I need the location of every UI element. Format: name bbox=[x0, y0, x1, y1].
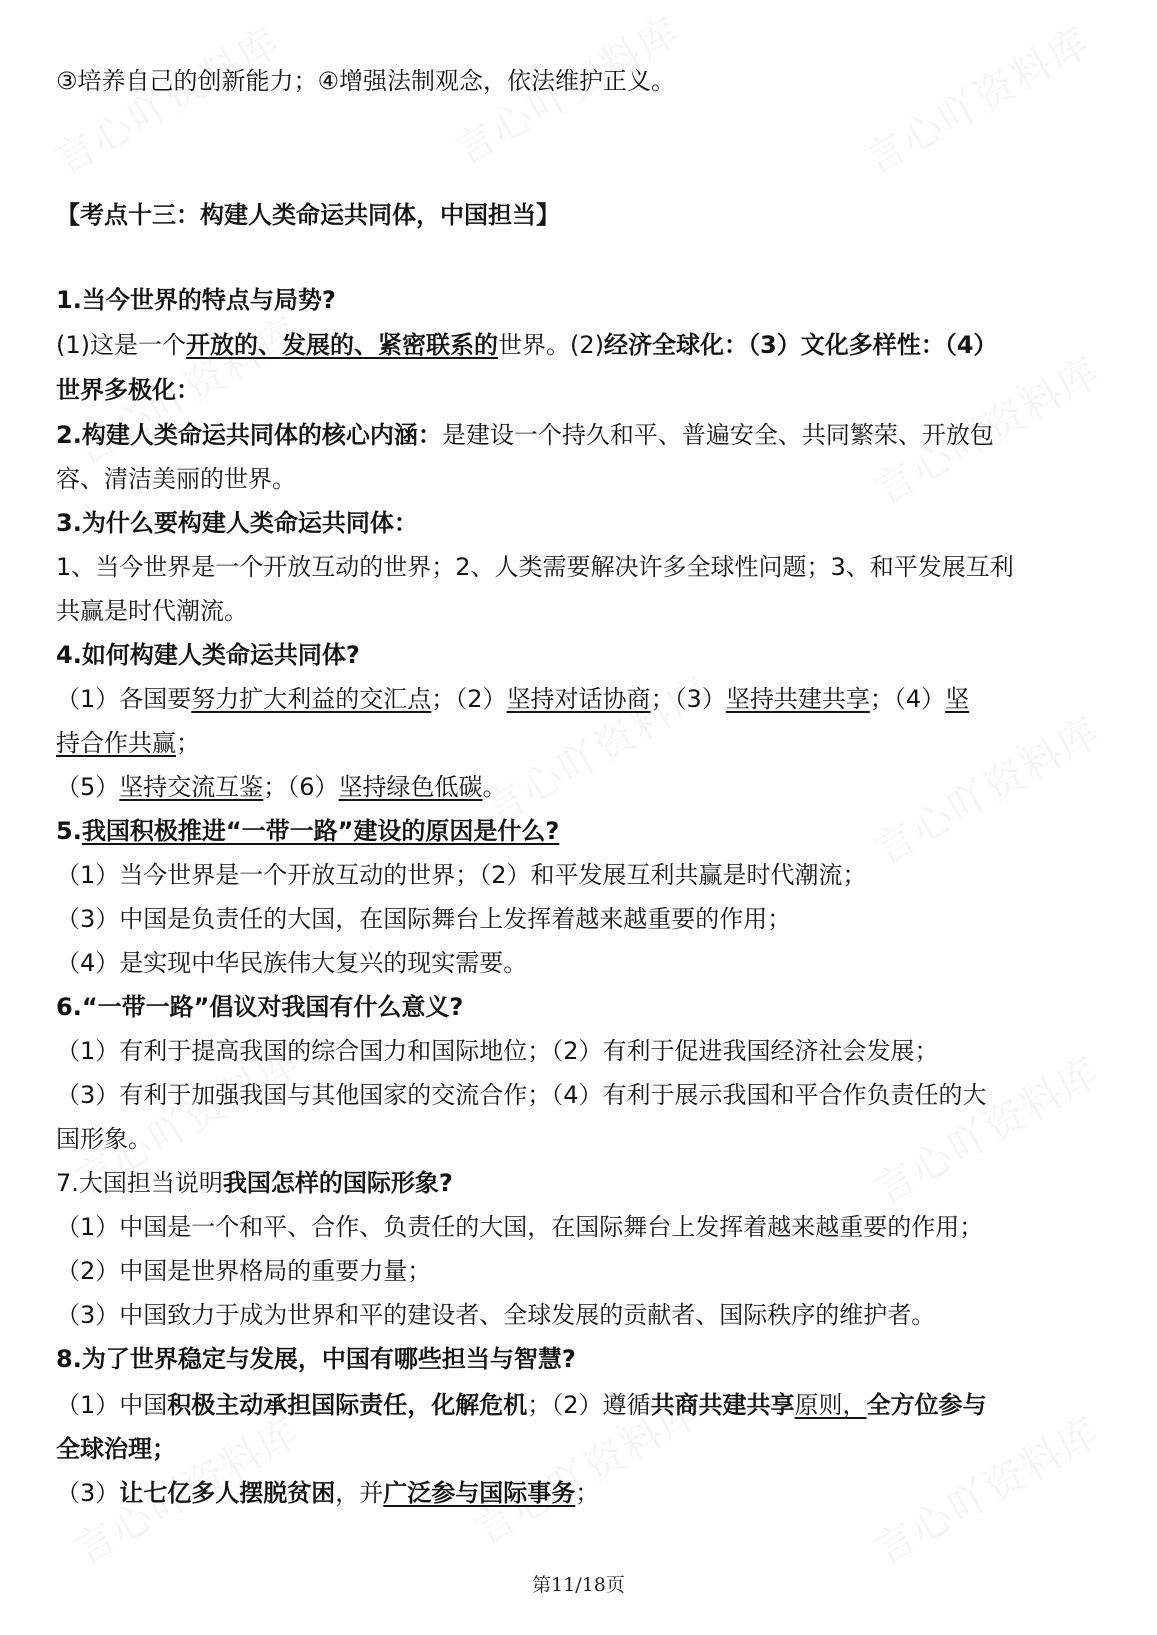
q1-text: 世界。(2) bbox=[498, 331, 604, 359]
q4-title: 4.如何构建人类命运共同体? bbox=[56, 641, 360, 669]
q8-title: 8.为了世界稳定与发展，中国有哪些担当与智慧? bbox=[56, 1345, 576, 1373]
intro-text: ③培养自己的创新能力；④增强法制观念，依法维护正义。 bbox=[56, 67, 676, 95]
q7-line-3: （3）中国致力于成为世界和平的建设者、全球发展的贡献者、国际秩序的维护者。 bbox=[56, 1301, 936, 1329]
q7-title-text: 我国怎样的国际形象? bbox=[222, 1169, 453, 1197]
q7-title-lead: 7.大国担当说明 bbox=[56, 1169, 223, 1197]
watermark bbox=[853, 11, 1100, 186]
q3-line-1: 1、当今世界是一个开放互动的世界；2、人类需要解决许多全球性问题；3、和平发展互利 bbox=[56, 553, 1014, 581]
q4-key-phrase: 坚持交流互鉴 bbox=[119, 773, 264, 801]
q6-line-1: （1）有利于提高我国的综合国力和国际地位；（2）有利于促进我国经济社会发展； bbox=[56, 1037, 939, 1065]
q2-title: 2.构建人类命运共同体的核心内涵： bbox=[56, 421, 442, 449]
q8-line-2: 全球治理； bbox=[56, 1435, 176, 1463]
q4-text: （5） bbox=[56, 773, 120, 801]
q1-key-phrase: 经济全球化：（3）文化多样性：（4） bbox=[604, 331, 998, 359]
q7-title bbox=[56, 1168, 1117, 1198]
q4-key-phrase: 坚持对话协商 bbox=[506, 685, 651, 713]
q8-text: （3） bbox=[56, 1479, 120, 1507]
q8-key-phrase: 让七亿多人摆脱贫困 bbox=[119, 1479, 336, 1507]
page-number: 第11/18页 bbox=[532, 1574, 625, 1596]
q1-text: (1)这是一个 bbox=[56, 331, 186, 359]
q1-title: 1.当今世界的特点与局势? bbox=[56, 286, 336, 314]
section-title: 【考点十三：构建人类命运共同体，中国担当】 bbox=[56, 201, 560, 229]
q4-text: （1）各国要 bbox=[56, 685, 192, 713]
q4-key-phrase: 努力扩大利益的交汇点 bbox=[191, 685, 432, 713]
q6-title: 6.“一带一路”倡议对我国有什么意义? bbox=[56, 993, 464, 1021]
q6-line-3: 国形象。 bbox=[56, 1125, 152, 1153]
q4-key-phrase: 坚持绿色低碳 bbox=[338, 773, 483, 801]
q8-key-phrase: 全方位参与 bbox=[866, 1391, 987, 1419]
q8-text: ； bbox=[575, 1479, 600, 1507]
q6-line-2: （3）有利于加强我国与其他国家的交流合作；（4）有利于展示我国和平合作负责任的大 bbox=[56, 1081, 987, 1109]
q8-text: ；（2）遵循 bbox=[527, 1391, 651, 1419]
q8-key-phrase: 广泛参与国际事务 bbox=[383, 1479, 576, 1507]
q4-text: ；（3） bbox=[650, 685, 726, 713]
q3-title: 3.为什么要构建人类命运共同体： bbox=[56, 509, 418, 537]
q4-key-phrase: 坚持共建共享 bbox=[725, 685, 870, 713]
q4-key-phrase: 持合作共赢 bbox=[56, 729, 176, 757]
q8-key-phrase: 共商共建共享 bbox=[650, 1391, 795, 1419]
q4-text: 。 bbox=[482, 773, 507, 801]
q5-title bbox=[56, 816, 1117, 846]
q4-line-1 bbox=[56, 684, 1117, 714]
q5-line-1: （1）当今世界是一个开放互动的世界；（2）和平发展互利共赢是时代潮流； bbox=[56, 861, 867, 889]
q4-text: ；（6） bbox=[263, 773, 339, 801]
q2-line-2: 容、清洁美丽的世界。 bbox=[56, 465, 296, 493]
q7-line-2: （2）中国是世界格局的重要力量； bbox=[56, 1257, 432, 1285]
q3-line-2: 共赢是时代潮流。 bbox=[56, 597, 248, 625]
q5-line-2: （3）中国是负责任的大国，在国际舞台上发挥着越来越重要的作用； bbox=[56, 905, 792, 933]
q1-key-phrase: 开放的、发展的、紧密联系的 bbox=[186, 331, 498, 359]
q1-line-1 bbox=[56, 330, 1117, 360]
q8-line-1 bbox=[56, 1390, 1117, 1420]
q2-text: 是建设一个持久和平、普遍安全、共同繁荣、开放包 bbox=[441, 421, 994, 449]
q7-line-1: （1）中国是一个和平、合作、负责任的大国，在国际舞台上发挥着越来越重要的作用； bbox=[56, 1213, 984, 1241]
q1-line-2: 世界多极化： bbox=[56, 376, 200, 404]
q4-text: ；（4） bbox=[869, 685, 946, 713]
q4-line-2 bbox=[56, 728, 1117, 758]
q4-key-phrase: 坚 bbox=[945, 685, 970, 713]
q8-key-phrase: 积极主动承担国际责任，化解危机 bbox=[167, 1391, 528, 1419]
q5-line-3: （4）是实现中华民族伟大复兴的现实需要。 bbox=[56, 949, 528, 977]
q4-text: ； bbox=[176, 729, 200, 757]
q8-text: （1）中国 bbox=[56, 1391, 168, 1419]
q5-title-number: 5. bbox=[56, 817, 82, 845]
q4-line-3 bbox=[56, 772, 1117, 802]
q8-key-phrase: 原则， bbox=[794, 1391, 867, 1419]
q4-text: ；（2） bbox=[431, 685, 507, 713]
q8-line-3 bbox=[56, 1478, 1117, 1508]
watermark bbox=[43, 11, 290, 186]
q5-title-text: 我国积极推进“一带一路”建设的原因是什么? bbox=[81, 817, 560, 845]
q8-text: ，并 bbox=[335, 1479, 384, 1507]
q2-line-1 bbox=[56, 420, 1117, 450]
